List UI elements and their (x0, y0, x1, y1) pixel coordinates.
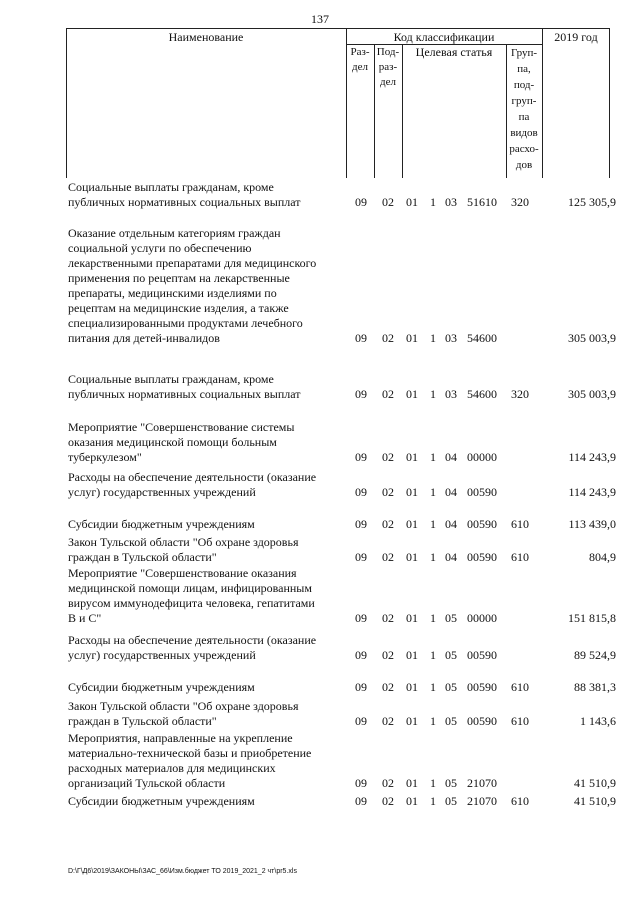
cell-amount: 89 524,9 (574, 648, 616, 662)
cell-r: 09 (355, 450, 367, 464)
row-name-line: Социальные выплаты гражданам, кроме (68, 180, 274, 194)
row-name-line: рецептам на медицинские изделия, а также (68, 301, 289, 315)
row-name-line: Мероприятие "Совершенствование оказания (68, 566, 297, 580)
cell-g: 610 (511, 517, 529, 531)
cell-t4: 51610 (467, 195, 497, 209)
cell-t4: 00000 (467, 450, 497, 464)
table-header (66, 28, 610, 178)
cell-amount: 41 510,9 (574, 776, 616, 790)
row-name-line: публичных нормативных социальных выплат (68, 195, 301, 209)
cell-p: 02 (382, 714, 394, 728)
cell-t1: 01 (406, 485, 418, 499)
cell-amount: 305 003,9 (568, 387, 616, 401)
cell-p: 02 (382, 776, 394, 790)
table-row (0, 731, 640, 791)
cell-amount: 1 143,6 (580, 714, 616, 728)
cell-p: 02 (382, 387, 394, 401)
cell-r: 09 (355, 611, 367, 625)
header-group-line: под- (513, 79, 535, 91)
cell-r: 09 (355, 387, 367, 401)
cell-t3: 05 (445, 794, 457, 808)
table-row (0, 470, 640, 500)
cell-t2: 1 (430, 387, 436, 401)
cell-t4: 21070 (467, 776, 497, 790)
row-name-line: Субсидии бюджетным учреждениям (68, 794, 255, 808)
header-group-line: Груп- (510, 47, 538, 59)
cell-t4: 00590 (467, 648, 497, 662)
cell-t1: 01 (406, 331, 418, 345)
row-name-line: применения по рецептам на лекарственные (68, 271, 290, 285)
cell-t1: 01 (406, 648, 418, 662)
table-row (0, 680, 640, 695)
cell-t4: 00590 (467, 517, 497, 531)
cell-t3: 04 (445, 485, 457, 499)
row-name-line: Субсидии бюджетным учреждениям (68, 517, 255, 531)
header-code: Код классификации (393, 30, 495, 44)
row-name (68, 633, 346, 663)
cell-r: 09 (355, 331, 367, 345)
cell-g: 320 (511, 195, 529, 209)
header-group-line: па (518, 111, 530, 123)
cell-t3: 05 (445, 776, 457, 790)
cell-r: 09 (355, 550, 367, 564)
row-name-line: услуг) государственных учреждений (68, 648, 256, 662)
cell-p: 02 (382, 680, 394, 694)
row-name (68, 517, 346, 532)
cell-t1: 01 (406, 794, 418, 808)
cell-amount: 88 381,3 (574, 680, 616, 694)
cell-t3: 03 (445, 387, 457, 401)
cell-t1: 01 (406, 714, 418, 728)
cell-t1: 01 (406, 450, 418, 464)
header-group-line: груп- (511, 95, 537, 107)
header-right-border (609, 28, 610, 178)
cell-t4: 00590 (467, 550, 497, 564)
row-name-line: специализированными продуктами лечебного (68, 316, 303, 330)
row-name (68, 226, 346, 346)
cell-p: 02 (382, 331, 394, 345)
cell-r: 09 (355, 485, 367, 499)
cell-r: 09 (355, 714, 367, 728)
row-name-line: граждан в Тульской области" (68, 550, 217, 564)
row-name (68, 680, 346, 695)
table-row (0, 180, 640, 210)
row-name-line: Мероприятие "Совершенствование системы (68, 420, 295, 434)
row-name-line: туберкулезом" (68, 450, 142, 464)
cell-t2: 1 (430, 680, 436, 694)
cell-amount: 113 439,0 (568, 517, 616, 531)
cell-p: 02 (382, 195, 394, 209)
cell-t4: 00590 (467, 680, 497, 694)
header-podrazdel-line: раз- (378, 61, 398, 73)
row-name (68, 566, 346, 626)
row-name-line: Расходы на обеспечение деятельности (оказание (68, 633, 317, 647)
cell-t3: 05 (445, 648, 457, 662)
cell-t2: 1 (430, 648, 436, 662)
row-name-line: Мероприятия, направленные на укрепление (68, 731, 293, 745)
row-name-line: услуг) государственных учреждений (68, 485, 256, 499)
cell-p: 02 (382, 485, 394, 499)
cell-t1: 01 (406, 550, 418, 564)
cell-t3: 04 (445, 550, 457, 564)
cell-t4: 21070 (467, 794, 497, 808)
row-name-line: Закон Тульской области "Об охране здоровья (68, 699, 299, 713)
cell-r: 09 (355, 680, 367, 694)
header-podrazdel-divider (402, 44, 403, 178)
cell-t2: 1 (430, 794, 436, 808)
cell-amount: 305 003,9 (568, 331, 616, 345)
row-name (68, 372, 346, 402)
table-row (0, 535, 640, 565)
header-group (506, 45, 542, 173)
header-left-border (66, 28, 67, 178)
header-target: Целевая статья (415, 45, 493, 59)
cell-p: 02 (382, 794, 394, 808)
row-name (68, 180, 346, 210)
cell-t2: 1 (430, 776, 436, 790)
cell-t1: 01 (406, 387, 418, 401)
cell-r: 09 (355, 195, 367, 209)
cell-r: 09 (355, 776, 367, 790)
row-name-line: препараты, медицинскими изделиями по (68, 286, 277, 300)
cell-p: 02 (382, 517, 394, 531)
cell-t3: 05 (445, 714, 457, 728)
row-name-line: Оказание отдельным категориям граждан (68, 226, 281, 240)
row-name (68, 420, 346, 465)
cell-t2: 1 (430, 517, 436, 531)
cell-p: 02 (382, 611, 394, 625)
cell-g: 610 (511, 550, 529, 564)
cell-t1: 01 (406, 680, 418, 694)
header-group-line: расхо- (509, 143, 539, 155)
cell-t4: 00000 (467, 611, 497, 625)
row-name (68, 731, 346, 791)
cell-t1: 01 (406, 517, 418, 531)
header-name: Наименование (168, 30, 244, 44)
cell-r: 09 (355, 648, 367, 662)
table-row (0, 420, 640, 465)
row-name-line: лекарственными препаратами для медицинского (68, 256, 317, 270)
cell-p: 02 (382, 550, 394, 564)
table-row (0, 566, 640, 626)
table-row (0, 517, 640, 532)
cell-amount: 114 243,9 (568, 450, 616, 464)
cell-t3: 04 (445, 517, 457, 531)
cell-p: 02 (382, 648, 394, 662)
cell-g: 610 (511, 794, 529, 808)
cell-amount: 125 305,9 (568, 195, 616, 209)
row-name (68, 535, 346, 565)
cell-t3: 03 (445, 195, 457, 209)
cell-t2: 1 (430, 485, 436, 499)
header-group-line: видов (510, 127, 538, 139)
cell-r: 09 (355, 517, 367, 531)
cell-t3: 04 (445, 450, 457, 464)
cell-r: 09 (355, 794, 367, 808)
row-name-line: оказания медицинской помощи больным (68, 435, 277, 449)
row-name (68, 470, 346, 500)
header-razdel-line: дел (352, 61, 368, 73)
row-name-line: граждан в Тульской области" (68, 714, 217, 728)
row-name-line: В и С" (68, 611, 102, 625)
table-row (0, 633, 640, 663)
row-name-line: публичных нормативных социальных выплат (68, 387, 301, 401)
header-razdel (346, 45, 374, 75)
row-name-line: вирусом иммунодефицита человека, гепатитами (68, 596, 315, 610)
row-name-line: медицинской помощи лицам, инфицированным (68, 581, 312, 595)
cell-p: 02 (382, 450, 394, 464)
cell-t2: 1 (430, 331, 436, 345)
header-group-line: дов (515, 159, 533, 171)
cell-t4: 00590 (467, 485, 497, 499)
cell-amount: 114 243,9 (568, 485, 616, 499)
table-row (0, 372, 640, 402)
header-podrazdel-line: Под- (376, 46, 400, 58)
cell-amount: 804,9 (589, 550, 616, 564)
row-name-line: социальной услуги по обеспечению (68, 241, 252, 255)
cell-amount: 151 815,8 (568, 611, 616, 625)
cell-t1: 01 (406, 611, 418, 625)
cell-t2: 1 (430, 611, 436, 625)
row-name-line: Расходы на обеспечение деятельности (оказание (68, 470, 317, 484)
cell-t4: 54600 (467, 387, 497, 401)
header-group-line: па, (517, 63, 531, 75)
cell-amount: 41 510,9 (574, 794, 616, 808)
cell-t1: 01 (406, 195, 418, 209)
cell-t2: 1 (430, 550, 436, 564)
cell-t3: 05 (445, 611, 457, 625)
cell-t2: 1 (430, 450, 436, 464)
row-name-line: расходных материалов для медицинских (68, 761, 276, 775)
row-name-line: Закон Тульской области "Об охране здоровья (68, 535, 299, 549)
row-name-line: организаций Тульской области (68, 776, 226, 790)
page-number: 137 (311, 12, 329, 26)
row-name-line: Субсидии бюджетным учреждениям (68, 680, 255, 694)
file-path-footer: D:\Г\Д6\2019\ЗАКОНЫ\ЗАС_66\Изм.бюджет ТО 2019_2021_2 чт\pr5.xls (68, 868, 297, 875)
cell-t1: 01 (406, 776, 418, 790)
cell-t4: 00590 (467, 714, 497, 728)
table-row (0, 699, 640, 729)
row-name-line: питания для детей-инвалидов (68, 331, 220, 345)
header-year: 2019 год (554, 30, 598, 44)
table-row (0, 226, 640, 346)
row-name (68, 699, 346, 729)
header-razdel-line: Раз- (350, 46, 370, 58)
row-name-line: Социальные выплаты гражданам, кроме (68, 372, 274, 386)
cell-t2: 1 (430, 714, 436, 728)
header-podrazdel (374, 45, 402, 90)
cell-t2: 1 (430, 195, 436, 209)
cell-t4: 54600 (467, 331, 497, 345)
cell-g: 320 (511, 387, 529, 401)
cell-g: 610 (511, 680, 529, 694)
header-group-divider (542, 28, 543, 178)
row-name-line: материально-технической базы и приобретение (68, 746, 312, 760)
header-podrazdel-line: дел (380, 76, 396, 88)
row-name (68, 794, 346, 809)
table-row (0, 794, 640, 809)
cell-t3: 03 (445, 331, 457, 345)
cell-g: 610 (511, 714, 529, 728)
cell-t3: 05 (445, 680, 457, 694)
